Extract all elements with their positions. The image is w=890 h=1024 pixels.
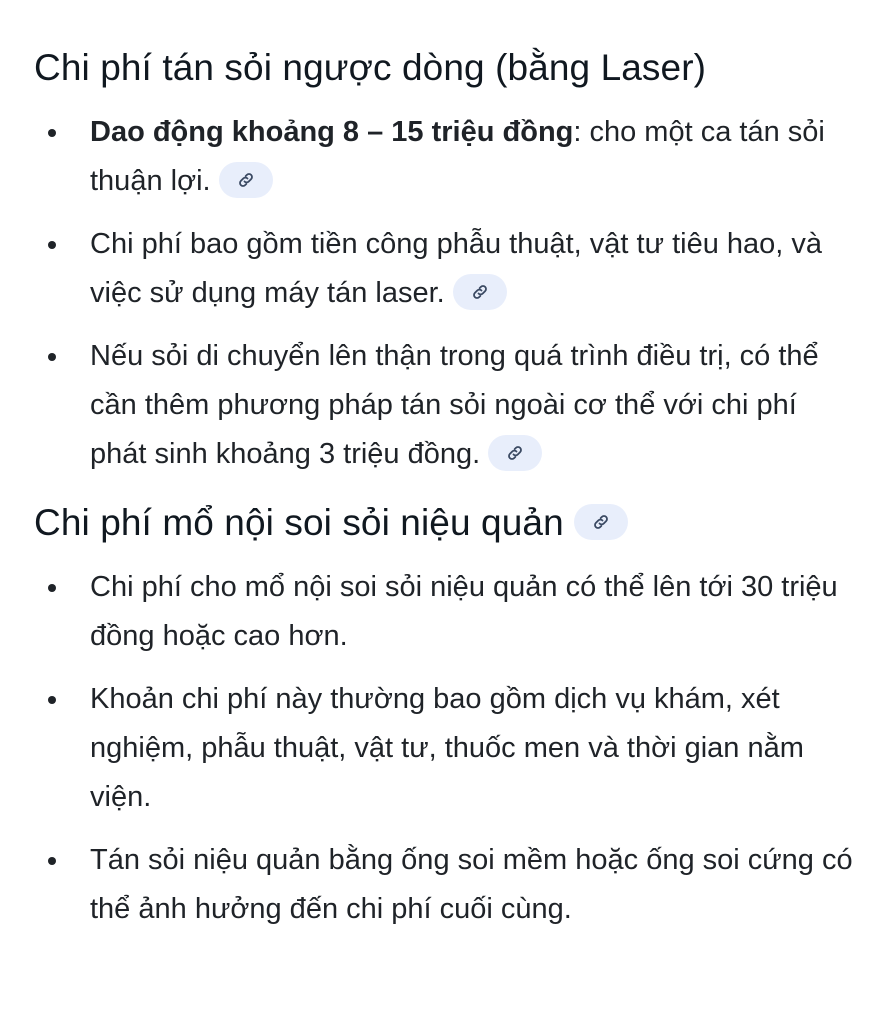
list-item bbox=[34, 675, 860, 822]
list-item-text: : cho một ca tán sỏi thuận lợi. bbox=[90, 116, 825, 197]
section-title-text: Chi phí mổ nội soi sỏi niệu quản bbox=[34, 502, 564, 543]
list-item-text: Tán sỏi niệu quản bằng ống soi mềm hoặc ống soi cứng có thể ảnh hưởng đến chi phí cuối cùng. bbox=[90, 844, 853, 925]
link-icon bbox=[471, 283, 489, 301]
citation-link-button[interactable] bbox=[488, 435, 542, 471]
list-item bbox=[34, 108, 860, 206]
list-item-text: Chi phí bao gồm tiền công phẫu thuật, vật tư tiêu hao, và việc sử dụng máy tán laser. bbox=[90, 228, 823, 309]
citation-link-button[interactable] bbox=[219, 162, 273, 198]
section-endoscopy-cost bbox=[34, 495, 860, 934]
section-laser-cost bbox=[34, 40, 860, 479]
list-item-text: Nếu sỏi di chuyển lên thận trong quá trình điều trị, có thể cần thêm phương pháp tán sỏi ngoài cơ thể với chi phí phát sinh khoảng 3 triệu đồng. bbox=[90, 340, 819, 470]
link-icon bbox=[237, 171, 255, 189]
section-title-laser-cost bbox=[34, 40, 860, 96]
citation-link-button[interactable] bbox=[574, 504, 628, 540]
section-title-endoscopy-cost bbox=[34, 495, 860, 551]
list-item bbox=[34, 836, 860, 934]
section-title-text: Chi phí tán sỏi ngược dòng (bằng Laser) bbox=[34, 47, 707, 88]
link-icon bbox=[506, 444, 524, 462]
bold-text: Dao động khoảng 8 – 15 triệu đồng bbox=[90, 116, 574, 148]
citation-link-button[interactable] bbox=[453, 274, 507, 310]
bullet-list-laser-cost bbox=[34, 108, 860, 479]
bullet-list-endoscopy-cost bbox=[34, 563, 860, 934]
list-item-text: Khoản chi phí này thường bao gồm dịch vụ khám, xét nghiệm, phẫu thuật, vật tư, thuốc men và thời gian nằm viện. bbox=[90, 683, 804, 813]
list-item-text: Chi phí cho mổ nội soi sỏi niệu quản có thể lên tới 30 triệu đồng hoặc cao hơn. bbox=[90, 571, 838, 652]
list-item bbox=[34, 332, 860, 479]
list-item bbox=[34, 563, 860, 661]
link-icon bbox=[592, 513, 610, 531]
list-item bbox=[34, 220, 860, 318]
